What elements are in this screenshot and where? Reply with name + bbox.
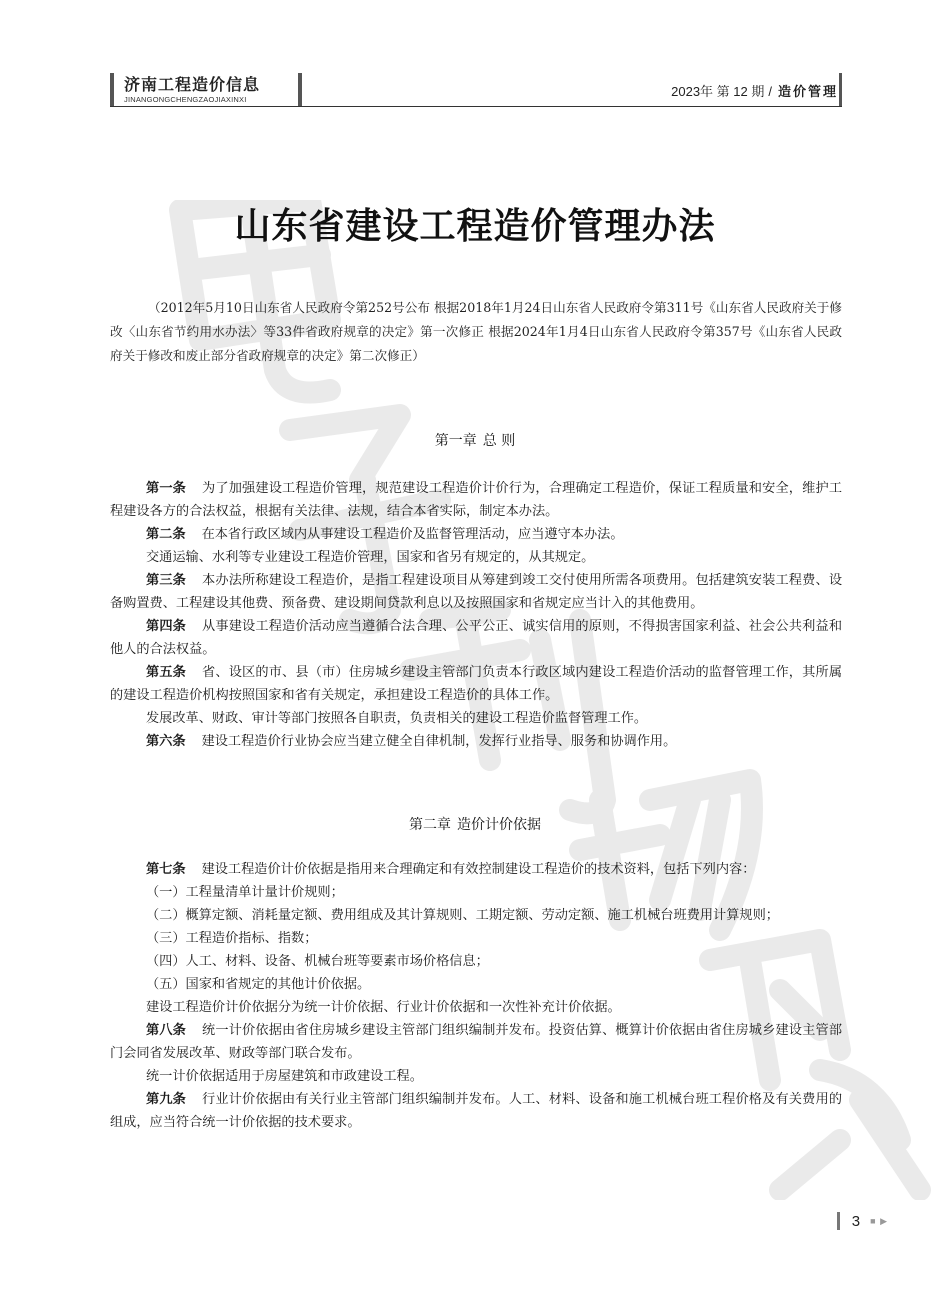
revision-note: （2012年5月10日山东省人民政府令第252号公布 根据2018年1月24日山东省人民政府令第311号《山东省人民政府关于修改〈山东省节约用水办法〉等33件省政府规章的决定》第一次修正 根据2024年1月4日山东省人民政府令第357号《山东省人民政府关于修改和废止部分省政府规章的决定》第二次修正）	[110, 300, 842, 363]
chapter-1-heading	[0, 430, 950, 450]
list-item-text: （五）国家和省规定的其他计价依据。	[146, 977, 371, 992]
list-item-text: （三）工程造价指标、指数；	[146, 931, 318, 946]
issue-info	[671, 81, 838, 100]
article-paragraph	[110, 1065, 842, 1088]
article-paragraph	[110, 1088, 842, 1134]
article-label: 第一条	[146, 481, 187, 496]
article-label: 第七条	[146, 862, 186, 877]
article-text: 省、设区的市、县（市）住房城乡建设主管部门负责本行政区域内建设工程造价活动的监督管理工作，其所属的建设工程造价机构按照国家和省有关规定，承担建设工程造价的具体工作。	[110, 665, 843, 703]
article-text: 发展改革、财政、审计等部门按照各自职责，负责相关的建设工程造价监督管理工作。	[146, 711, 648, 726]
article-paragraph	[110, 546, 842, 569]
article-label: 第五条	[146, 665, 187, 680]
article-paragraph	[110, 996, 842, 1019]
chapter-number: 第一章	[434, 433, 477, 449]
brand-chinese-name: 济南工程造价信息	[124, 75, 261, 94]
article-paragraph	[110, 1019, 842, 1065]
list-item	[110, 904, 842, 927]
running-header	[110, 73, 842, 107]
article-paragraph	[110, 477, 842, 523]
list-item	[110, 927, 842, 950]
footer-arrow-icon: ■ ▶	[870, 1215, 888, 1226]
article-paragraph	[110, 858, 842, 881]
article-paragraph	[110, 707, 842, 730]
article-text: 统一计价依据由省住房城乡建设主管部门组织编制并发布。投资估算、概算计价依据由省住房城乡建设主管部门会同省发展改革、财政等部门联合发布。	[110, 1023, 843, 1061]
article-text: 统一计价依据适用于房屋建筑和市政建设工程。	[146, 1069, 423, 1084]
list-item-text: （一）工程量清单计量计价规则；	[146, 885, 344, 900]
footer-bar	[837, 1212, 840, 1230]
page-number: 3	[851, 1212, 861, 1230]
chapter-title: 造价计价依据	[457, 817, 541, 833]
journal-brand	[110, 73, 302, 107]
list-item-text: （四）人工、材料、设备、机械台班等要素市场价格信息；	[146, 954, 489, 969]
article-label: 第八条	[146, 1023, 187, 1038]
article-text: 本办法所称建设工程造价，是指工程建设项目从筹建到竣工交付使用所需各项费用。包括建筑安装工程费、设备购置费、工程建设其他费、预备费、建设期间贷款利息以及按照国家和省规定应当计入的其他费用。	[110, 573, 843, 611]
article-label: 第二条	[146, 527, 186, 542]
chapter-1-body	[110, 477, 842, 753]
chapter-2-body	[110, 858, 842, 1134]
header-right-bar	[839, 73, 842, 107]
article-label: 第三条	[146, 573, 187, 588]
brand-pinyin-name: JINANGONGCHENGZAOJIAXINXI	[124, 95, 247, 104]
article-text: 在本省行政区域内从事建设工程造价及监督管理活动，应当遵守本办法。	[201, 527, 624, 542]
list-item	[110, 973, 842, 996]
article-text: 行业计价依据由有关行业主管部门组织编制并发布。人工、材料、设备和施工机械台班工程价格及有关费用的组成，应当符合统一计价依据的技术要求。	[110, 1092, 843, 1130]
list-item	[110, 881, 842, 904]
page-footer	[837, 1212, 888, 1230]
list-item-text: （二）概算定额、消耗量定额、费用组成及其计算规则、工期定额、劳动定额、施工机械台班费用计算规则；	[146, 908, 779, 923]
article-paragraph	[110, 615, 842, 661]
article-text: 建设工程造价计价依据分为统一计价依据、行业计价依据和一次性补充计价依据。	[146, 1000, 621, 1015]
article-text: 交通运输、水利等专业建设工程造价管理，国家和省另有规定的，从其规定。	[146, 550, 595, 565]
article-label: 第六条	[146, 734, 186, 749]
article-label: 第四条	[146, 619, 187, 634]
document-title: 山东省建设工程造价管理办法	[234, 205, 716, 247]
article-paragraph	[110, 661, 842, 707]
issue-number: 2023年 第 12 期	[671, 84, 765, 99]
header-rule	[110, 106, 842, 108]
header-slash-divider: /	[768, 84, 772, 99]
article-text: 为了加强建设工程造价管理，规范建设工程造价计价行为，合理确定工程造价，保证工程质量和安全，维护工程建设各方的合法权益，根据有关法律、法规，结合本省实际，制定本办法。	[110, 481, 843, 519]
chapter-2-heading	[0, 814, 950, 834]
section-name: 造价管理	[777, 84, 838, 99]
article-paragraph	[110, 730, 842, 753]
article-text: 建设工程造价计价依据是指用来合理确定和有效控制建设工程造价的技术资料，包括下列内容：	[201, 862, 756, 877]
chapter-number: 第二章	[409, 817, 451, 833]
article-paragraph	[110, 569, 842, 615]
article-text: 从事建设工程造价活动应当遵循合法合理、公平公正、诚实信用的原则，不得损害国家利益、社会公共利益和他人的合法权益。	[110, 619, 843, 657]
article-label: 第九条	[146, 1092, 187, 1107]
list-item	[110, 950, 842, 973]
article-text: 建设工程造价行业协会应当建立健全自律机制，发挥行业指导、服务和协调作用。	[201, 734, 677, 749]
chapter-title: 总 则	[482, 433, 516, 449]
article-paragraph	[110, 523, 842, 546]
